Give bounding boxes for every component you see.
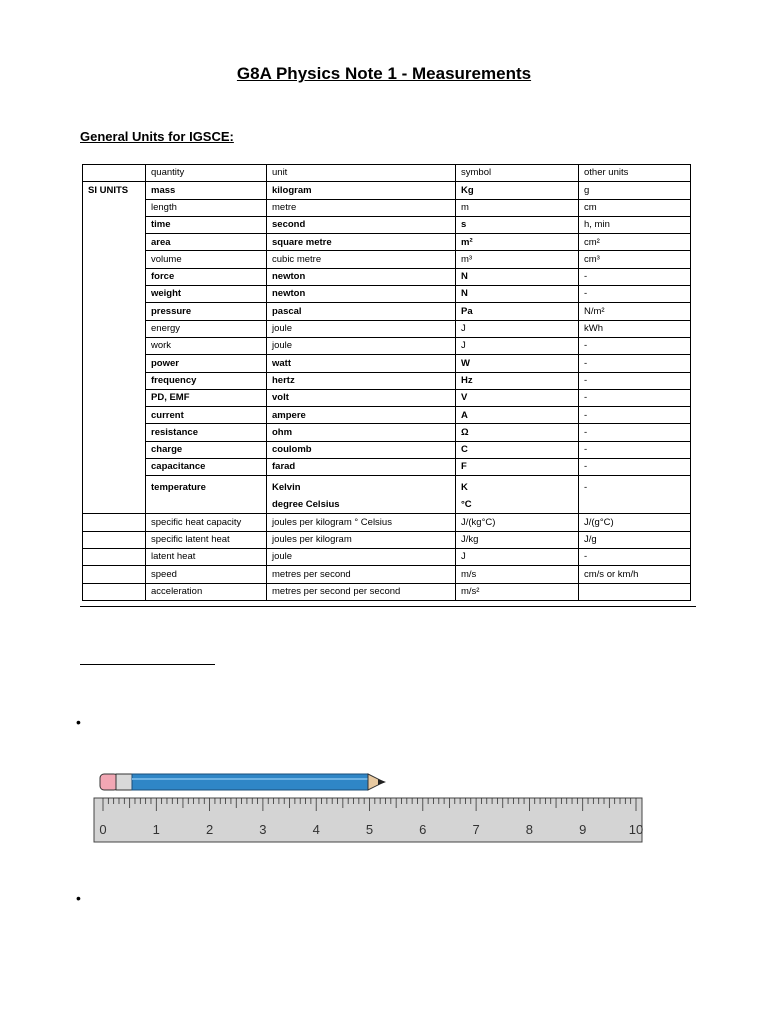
ruler-label: 9	[579, 822, 587, 837]
symbol-cell-line: °C	[461, 499, 472, 511]
bullet-point: •	[76, 714, 81, 730]
quantity-cell: specific latent heat	[146, 531, 267, 548]
symbol-cell: m/s	[456, 566, 579, 583]
other-units-cell: -	[579, 268, 691, 285]
header-cell: unit	[267, 165, 456, 182]
symbol-cell: Kg	[456, 182, 579, 199]
unit-cell: joule	[267, 320, 456, 337]
other-units-cell: cm	[579, 199, 691, 216]
other-units-cell: -	[579, 389, 691, 406]
quantity-cell: temperature	[146, 476, 267, 514]
table-row	[83, 424, 691, 441]
ruler-label: 7	[472, 822, 480, 837]
table-row	[83, 355, 691, 372]
quantity-cell: speed	[146, 566, 267, 583]
unit-cell: newton	[267, 286, 456, 303]
pencil-eraser	[100, 774, 118, 790]
pencil-lead	[378, 779, 386, 785]
symbol-cell: W	[456, 355, 579, 372]
symbol-cell: m/s²	[456, 583, 579, 600]
table-row	[83, 216, 691, 233]
table-row	[83, 476, 691, 514]
header-cell: symbol	[456, 165, 579, 182]
unit-cell: metres per second per second	[267, 583, 456, 600]
symbol-cell: Ω	[456, 424, 579, 441]
symbol-cell: J/(kg°C)	[456, 514, 579, 531]
unit-cell: ohm	[267, 424, 456, 441]
symbol-cell: N	[456, 268, 579, 285]
pencil-ferrule	[116, 774, 132, 790]
table-bottom-rule	[80, 606, 696, 607]
quantity-cell: current	[146, 407, 267, 424]
ruler-label: 10	[628, 822, 644, 837]
quantity-cell: frequency	[146, 372, 267, 389]
unit-cell: joules per kilogram ° Celsius	[267, 514, 456, 531]
symbol-cell: m²	[456, 234, 579, 251]
other-units-cell: -	[579, 424, 691, 441]
other-units-cell: -	[579, 441, 691, 458]
table-row	[83, 286, 691, 303]
table-row	[83, 566, 691, 583]
other-units-cell: -	[579, 337, 691, 354]
empty-cell	[83, 548, 146, 565]
table-row	[83, 268, 691, 285]
ruler-label: 1	[152, 822, 160, 837]
ruler-label: 8	[525, 822, 534, 837]
quantity-cell: volume	[146, 251, 267, 268]
unit-cell: farad	[267, 459, 456, 476]
unit-cell-line: Kelvin	[272, 482, 301, 494]
header-cell	[83, 165, 146, 182]
table-row	[83, 548, 691, 565]
empty-cell	[83, 583, 146, 600]
ruler-label: 3	[259, 822, 267, 837]
header-cell: quantity	[146, 165, 267, 182]
page-title: G8A Physics Note 1 - Measurements	[236, 64, 532, 83]
ruler-label: 0	[99, 822, 107, 837]
symbol-cell: C	[456, 441, 579, 458]
unit-cell	[267, 476, 456, 514]
unit-cell: metre	[267, 199, 456, 216]
unit-cell: watt	[267, 355, 456, 372]
table-row	[83, 372, 691, 389]
table-header-row	[83, 165, 691, 182]
ruler-icon	[94, 798, 643, 842]
unit-cell: newton	[267, 268, 456, 285]
symbol-cell: J/kg	[456, 531, 579, 548]
table-row	[83, 182, 691, 199]
unit-cell-line: degree Celsius	[272, 499, 340, 511]
other-units-cell: -	[579, 286, 691, 303]
other-units-cell: J/(g°C)	[579, 514, 691, 531]
pencil-icon	[100, 774, 386, 790]
quantity-cell: latent heat	[146, 548, 267, 565]
quantity-cell: area	[146, 234, 267, 251]
pencil-and-ruler-illustration	[88, 770, 648, 846]
quantity-cell: resistance	[146, 424, 267, 441]
other-units-cell: -	[579, 407, 691, 424]
other-units-cell: g	[579, 182, 691, 199]
table-row	[83, 251, 691, 268]
empty-cell	[83, 531, 146, 548]
quantity-cell: work	[146, 337, 267, 354]
quantity-cell: PD, EMF	[146, 389, 267, 406]
quantity-cell: time	[146, 216, 267, 233]
pencil-body	[132, 774, 368, 790]
unit-cell: cubic metre	[267, 251, 456, 268]
unit-cell: coulomb	[267, 441, 456, 458]
bullet-point: •	[76, 890, 81, 906]
unit-cell: joule	[267, 337, 456, 354]
empty-cell	[83, 514, 146, 531]
symbol-cell: A	[456, 407, 579, 424]
quantity-cell: specific heat capacity	[146, 514, 267, 531]
quantity-cell: charge	[146, 441, 267, 458]
other-units-cell: h, min	[579, 216, 691, 233]
table-row	[83, 199, 691, 216]
table-row	[83, 514, 691, 531]
quantity-cell: capacitance	[146, 459, 267, 476]
table-row	[83, 459, 691, 476]
table-row	[83, 234, 691, 251]
symbol-cell: Hz	[456, 372, 579, 389]
symbol-cell: J	[456, 337, 579, 354]
quantity-cell: acceleration	[146, 583, 267, 600]
ruler-label: 2	[205, 822, 214, 837]
other-units-cell: -	[579, 355, 691, 372]
symbol-cell: V	[456, 389, 579, 406]
unit-cell: kilogram	[267, 182, 456, 199]
unit-cell: volt	[267, 389, 456, 406]
unit-cell: joules per kilogram	[267, 531, 456, 548]
quantity-cell: weight	[146, 286, 267, 303]
symbol-cell: Pa	[456, 303, 579, 320]
unit-cell: metres per second	[267, 566, 456, 583]
quantity-cell: mass	[146, 182, 267, 199]
table-row	[83, 320, 691, 337]
header-cell: other units	[579, 165, 691, 182]
ruler-label: 4	[312, 822, 320, 837]
other-units-cell: cm/s or km/h	[579, 566, 691, 583]
ruler-label: 6	[419, 822, 427, 837]
blank-heading-underline	[80, 664, 215, 665]
section-subtitle: General Units for IGSCE:	[80, 129, 234, 144]
quantity-cell: pressure	[146, 303, 267, 320]
other-units-cell: kWh	[579, 320, 691, 337]
other-units-cell: -	[579, 476, 691, 514]
table-row	[83, 407, 691, 424]
symbol-cell: N	[456, 286, 579, 303]
unit-cell: joule	[267, 548, 456, 565]
empty-cell	[83, 566, 146, 583]
other-units-cell: -	[579, 548, 691, 565]
symbol-cell: J	[456, 548, 579, 565]
table-row	[83, 337, 691, 354]
other-units-cell: J/g	[579, 531, 691, 548]
other-units-cell: cm³	[579, 251, 691, 268]
units-table	[82, 164, 691, 601]
table-row	[83, 441, 691, 458]
symbol-cell	[456, 476, 579, 514]
table-row	[83, 389, 691, 406]
quantity-cell: energy	[146, 320, 267, 337]
other-units-cell: -	[579, 372, 691, 389]
other-units-cell: N/m²	[579, 303, 691, 320]
other-units-cell: cm²	[579, 234, 691, 251]
unit-cell: hertz	[267, 372, 456, 389]
table-row	[83, 583, 691, 600]
symbol-cell: m	[456, 199, 579, 216]
ruler-label: 5	[365, 822, 374, 837]
symbol-cell: m³	[456, 251, 579, 268]
unit-cell: pascal	[267, 303, 456, 320]
si-units-group-label: SI UNITS	[83, 182, 146, 514]
table-row	[83, 531, 691, 548]
symbol-cell: s	[456, 216, 579, 233]
quantity-cell: force	[146, 268, 267, 285]
unit-cell: square metre	[267, 234, 456, 251]
table-row	[83, 303, 691, 320]
quantity-cell: length	[146, 199, 267, 216]
other-units-cell	[579, 583, 691, 600]
unit-cell: second	[267, 216, 456, 233]
other-units-cell: -	[579, 459, 691, 476]
symbol-cell: J	[456, 320, 579, 337]
symbol-cell: F	[456, 459, 579, 476]
quantity-cell: power	[146, 355, 267, 372]
unit-cell: ampere	[267, 407, 456, 424]
symbol-cell-line: K	[461, 482, 468, 494]
